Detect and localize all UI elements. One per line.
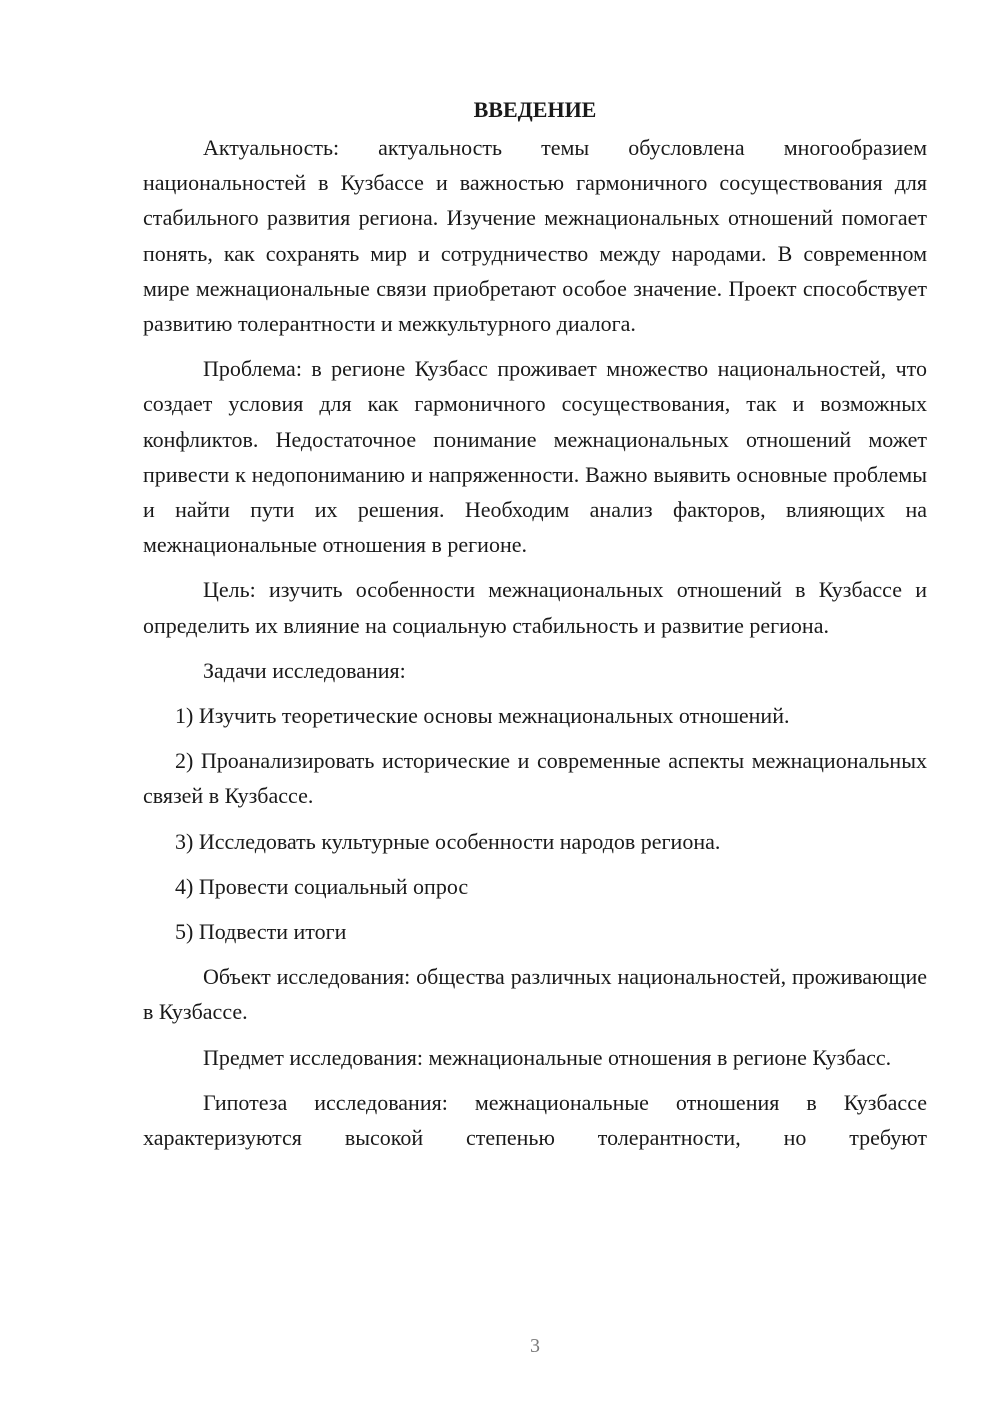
task-item-3: 3) Исследовать культурные особенности народов региона.	[175, 828, 721, 854]
section-heading: ВВЕДЕНИЕ	[473, 97, 597, 122]
task-item-5: 5) Подвести итоги	[175, 919, 347, 945]
page-content	[143, 92, 927, 1165]
subject-paragraph: Предмет исследования: межнациональные отношения в регионе Кузбасс.	[203, 1044, 892, 1070]
task-item-1: 1) Изучить теоретические основы межнациональных отношений.	[175, 703, 790, 729]
object-paragraph: Объект исследования: общества различных национальностей, проживающие в Кузбассе.	[143, 964, 927, 1025]
hypothesis-paragraph: Гипотеза исследования: межнациональные отношения в Кузбассе характеризуются высокой степенью толерантности, но требуют	[143, 1089, 927, 1151]
task-item-4: 4) Провести социальный опрос	[175, 873, 469, 899]
problem-paragraph: Проблема: в регионе Кузбасс проживает множество национальностей, что создает условия для как гармоничного сосуществования, так и возможных конфликтов. Недостаточное понимание межнациональных отношений может привести к недопониманию и напряженности. Важно выявить основные проблемы и найти пути их решения. Необходим анализ факторов, влияющих на межнациональные отношения в регионе.	[143, 356, 927, 558]
relevance-paragraph: Актуальность: актуальность темы обусловлена многообразием национальностей в Кузбассе и важностью гармоничного сосуществования для стабильного развития региона. Изучение межнациональных отношений помогает понять, как сохранять мир и сотрудничество между народами. В современном мире межнациональные связи приобретают особое значение. Проект способствует развитию толерантности и межкультурного диалога.	[143, 135, 927, 337]
goal-paragraph: Цель: изучить особенности межнациональных отношений в Кузбассе и определить их влияние на социальную стабильность и развитие региона.	[143, 577, 927, 638]
task-item-2: 2) Проанализировать исторические и современные аспекты межнациональных связей в Кузбассе.	[143, 748, 927, 809]
page-number: 3	[530, 1335, 540, 1357]
tasks-title: Задачи исследования:	[203, 657, 406, 683]
